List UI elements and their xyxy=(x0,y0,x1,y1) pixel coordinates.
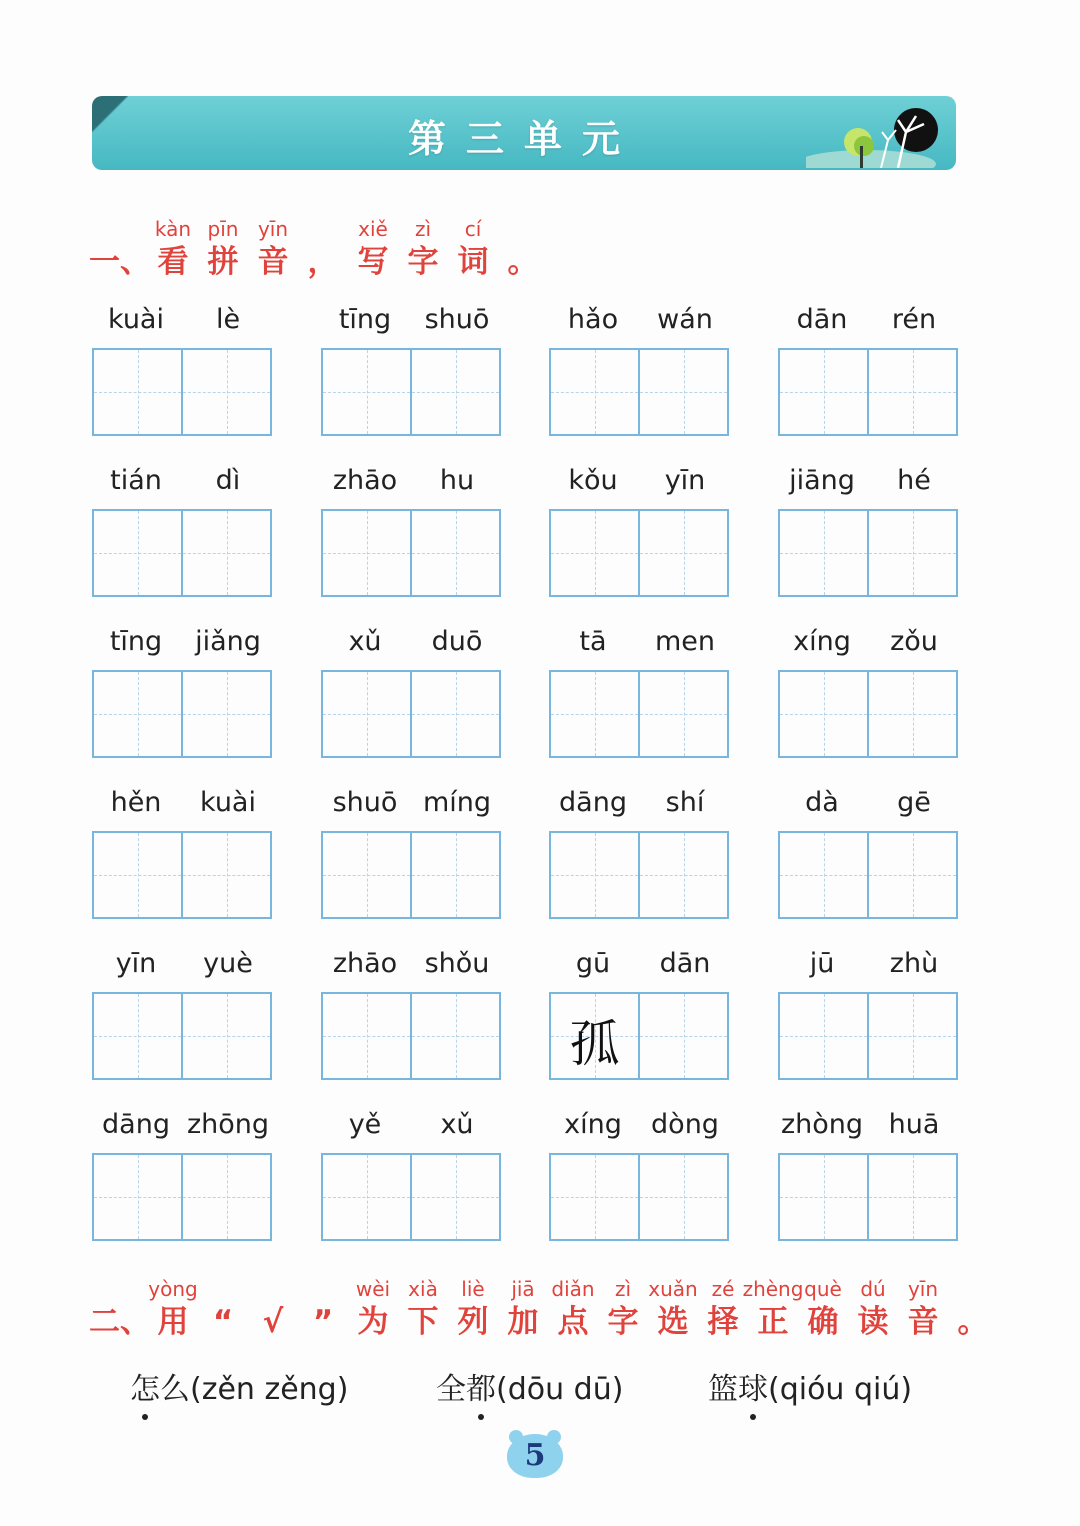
word-pinyin: dāng shí xyxy=(559,787,705,818)
word-item xyxy=(319,948,503,1084)
page-number-badge xyxy=(507,1434,563,1478)
section2-char: zé 择 xyxy=(707,1277,739,1340)
word-item xyxy=(776,787,960,923)
pinyin-options: (qióu qiú) xyxy=(768,1372,913,1407)
writing-box[interactable] xyxy=(549,348,729,436)
section2-char: xià 下 xyxy=(407,1277,439,1340)
word-item xyxy=(776,948,960,1084)
writing-box[interactable] xyxy=(92,1153,272,1241)
word-item xyxy=(90,787,274,923)
writing-box[interactable] xyxy=(321,509,501,597)
section2-char: yīn 音 xyxy=(907,1277,939,1340)
writing-box[interactable] xyxy=(549,831,729,919)
writing-cell[interactable] xyxy=(323,833,410,917)
word-pinyin: zhāo shǒu xyxy=(332,948,490,979)
section2-char: ” xyxy=(312,1304,334,1340)
writing-cell[interactable] xyxy=(867,672,956,756)
word-item xyxy=(547,948,731,1084)
writing-cell[interactable] xyxy=(94,1155,181,1239)
writing-cell[interactable] xyxy=(638,833,727,917)
writing-cell[interactable] xyxy=(181,350,270,434)
writing-cell[interactable] xyxy=(323,1155,410,1239)
writing-cell[interactable] xyxy=(867,833,956,917)
word-pinyin: xíng zǒu xyxy=(793,626,938,657)
unit-title: 第三单元 xyxy=(407,117,640,161)
writing-cell[interactable] xyxy=(410,994,499,1078)
unit-banner xyxy=(92,96,956,170)
word-pinyin: tā men xyxy=(579,626,716,657)
pinyin-options: (zěn zěng) xyxy=(190,1372,349,1407)
word-pinyin: yīn yuè xyxy=(115,948,253,979)
section1-char: xiě 写 xyxy=(357,217,389,280)
writing-box[interactable] xyxy=(778,670,958,758)
writing-cell[interactable] xyxy=(181,672,270,756)
section2-char: xuǎn 选 xyxy=(648,1277,698,1340)
section1-char: pīn 拼 xyxy=(207,217,239,280)
word-pinyin: tīng jiǎng xyxy=(109,626,261,657)
writing-box[interactable] xyxy=(92,831,272,919)
writing-box[interactable] xyxy=(321,992,501,1080)
writing-cell[interactable] xyxy=(94,672,181,756)
word-pinyin: gū dān xyxy=(575,948,711,979)
word-item xyxy=(547,465,731,601)
word-item xyxy=(776,1109,960,1245)
word-item xyxy=(319,787,503,923)
section2-char: diǎn 点 xyxy=(551,1277,595,1340)
writing-cell[interactable] xyxy=(780,1155,867,1239)
word-item xyxy=(90,465,274,601)
writing-box[interactable] xyxy=(549,670,729,758)
writing-box[interactable] xyxy=(549,1153,729,1241)
section-2-heading xyxy=(89,1276,998,1342)
writing-cell[interactable] xyxy=(410,511,499,595)
writing-cell[interactable] xyxy=(181,511,270,595)
word-item xyxy=(547,304,731,440)
section1-char: 。 xyxy=(507,244,539,280)
writing-cell[interactable] xyxy=(551,511,638,595)
word-pinyin: dāng zhōng xyxy=(102,1109,270,1140)
writing-cell[interactable] xyxy=(638,511,727,595)
writing-box[interactable] xyxy=(321,348,501,436)
word-pinyin: yě xǔ xyxy=(348,1109,474,1140)
writing-box[interactable] xyxy=(778,509,958,597)
writing-box[interactable] xyxy=(549,509,729,597)
word-item xyxy=(547,1109,731,1245)
word-pinyin: shuō míng xyxy=(332,787,492,818)
writing-cell[interactable] xyxy=(638,672,727,756)
writing-cell[interactable] xyxy=(638,350,727,434)
writing-cell[interactable] xyxy=(323,994,410,1078)
section1-char: ， xyxy=(307,244,339,280)
writing-cell[interactable] xyxy=(94,994,181,1078)
word-item xyxy=(319,626,503,762)
word-item xyxy=(319,1109,503,1245)
word-pinyin: jiāng hé xyxy=(789,465,931,496)
writing-cell[interactable] xyxy=(410,672,499,756)
writing-box[interactable] xyxy=(778,1153,958,1241)
example-handwritten-char: 孤 xyxy=(569,1015,620,1073)
writing-box[interactable] xyxy=(92,348,272,436)
pinyin-options: (dōu dū) xyxy=(496,1372,624,1407)
writing-cell[interactable] xyxy=(867,1155,956,1239)
word-item xyxy=(547,787,731,923)
word-pinyin: zhòng huā xyxy=(780,1109,940,1140)
word-pinyin: hǎo wán xyxy=(567,304,713,335)
writing-cell[interactable] xyxy=(780,672,867,756)
word-item xyxy=(90,304,274,440)
word-pinyin: kǒu yīn xyxy=(568,465,706,496)
section2-char: zì 字 xyxy=(607,1277,639,1340)
writing-cell[interactable] xyxy=(551,833,638,917)
word-item xyxy=(319,465,503,601)
section2-char: jiā 加 xyxy=(507,1277,539,1340)
word-item xyxy=(776,626,960,762)
writing-cell[interactable] xyxy=(867,350,956,434)
word-pinyin: dān rén xyxy=(796,304,937,335)
writing-cell[interactable] xyxy=(551,994,638,1078)
writing-box[interactable] xyxy=(92,670,272,758)
word-pinyin: xíng dòng xyxy=(564,1109,719,1140)
writing-cell[interactable] xyxy=(323,672,410,756)
dotted-char: 都 xyxy=(466,1364,496,1408)
writing-cell[interactable] xyxy=(323,350,410,434)
word-item xyxy=(90,626,274,762)
writing-cell[interactable] xyxy=(94,511,181,595)
word-pinyin: tīng shuō xyxy=(338,304,490,335)
section-1-number: 一、 xyxy=(89,244,151,280)
section-1-heading xyxy=(89,216,548,282)
writing-cell[interactable] xyxy=(638,994,727,1078)
writing-cell[interactable] xyxy=(780,994,867,1078)
writing-cell[interactable] xyxy=(867,994,956,1078)
writing-box[interactable] xyxy=(92,992,272,1080)
section2-char: yòng 用 xyxy=(148,1277,198,1340)
writing-box[interactable] xyxy=(321,831,501,919)
writing-box[interactable] xyxy=(92,509,272,597)
tree-moon-illustration xyxy=(806,102,946,168)
word-pinyin: kuài lè xyxy=(108,304,241,335)
item-zenme[interactable]: 怎么(zěn zěng) xyxy=(130,1364,348,1408)
word-pinyin: dà gē xyxy=(805,787,931,818)
writing-cell[interactable] xyxy=(323,511,410,595)
writing-cell[interactable] xyxy=(410,833,499,917)
section2-char: √ xyxy=(262,1304,284,1340)
word-item xyxy=(547,626,731,762)
section1-char: kàn 看 xyxy=(154,217,192,280)
word-item xyxy=(776,465,960,601)
writing-cell[interactable] xyxy=(94,833,181,917)
writing-box[interactable] xyxy=(321,670,501,758)
section2-char: “ xyxy=(212,1304,234,1340)
section2-char: 。 xyxy=(957,1304,989,1340)
writing-cell[interactable] xyxy=(551,1155,638,1239)
writing-box[interactable] xyxy=(321,1153,501,1241)
word-pinyin: xǔ duō xyxy=(348,626,483,657)
dotted-char: 怎 xyxy=(130,1364,160,1408)
writing-cell[interactable] xyxy=(94,350,181,434)
word-item xyxy=(90,1109,274,1245)
writing-cell[interactable] xyxy=(780,350,867,434)
writing-cell[interactable] xyxy=(181,833,270,917)
word-pinyin: tián dì xyxy=(110,465,241,496)
writing-cell[interactable] xyxy=(780,833,867,917)
writing-cell[interactable] xyxy=(638,1155,727,1239)
section2-char: dú 读 xyxy=(857,1277,889,1340)
section-2-number: 二、 xyxy=(89,1304,151,1340)
writing-cell[interactable] xyxy=(551,672,638,756)
writing-cell[interactable] xyxy=(867,511,956,595)
section2-char: què 确 xyxy=(804,1277,842,1340)
word-item xyxy=(90,948,274,1084)
section1-char: zì 字 xyxy=(407,217,439,280)
section2-char: zhèng 正 xyxy=(742,1277,804,1340)
section2-char: wèi 为 xyxy=(355,1277,391,1340)
writing-box[interactable] xyxy=(549,992,729,1080)
page-number: 5 xyxy=(524,1438,546,1473)
writing-cell[interactable] xyxy=(181,994,270,1078)
writing-cell[interactable] xyxy=(551,350,638,434)
word-item xyxy=(319,304,503,440)
word-pinyin: zhāo hu xyxy=(332,465,475,496)
writing-box[interactable] xyxy=(778,992,958,1080)
writing-box[interactable] xyxy=(778,831,958,919)
dotted-char: 球 xyxy=(738,1364,768,1408)
writing-cell[interactable] xyxy=(181,1155,270,1239)
writing-cell[interactable] xyxy=(410,350,499,434)
item-quandou[interactable]: 全都(dōu dū) xyxy=(436,1364,623,1408)
writing-box[interactable] xyxy=(778,348,958,436)
word-pinyin: hěn kuài xyxy=(110,787,256,818)
section1-char: yīn 音 xyxy=(257,217,289,280)
writing-cell[interactable] xyxy=(410,1155,499,1239)
section1-char: cí 词 xyxy=(457,217,489,280)
item-lanqiu[interactable]: 篮球(qióu qiú) xyxy=(708,1364,912,1408)
word-item xyxy=(776,304,960,440)
writing-cell[interactable] xyxy=(780,511,867,595)
word-pinyin: jū zhù xyxy=(809,948,939,979)
section2-char: liè 列 xyxy=(457,1277,489,1340)
